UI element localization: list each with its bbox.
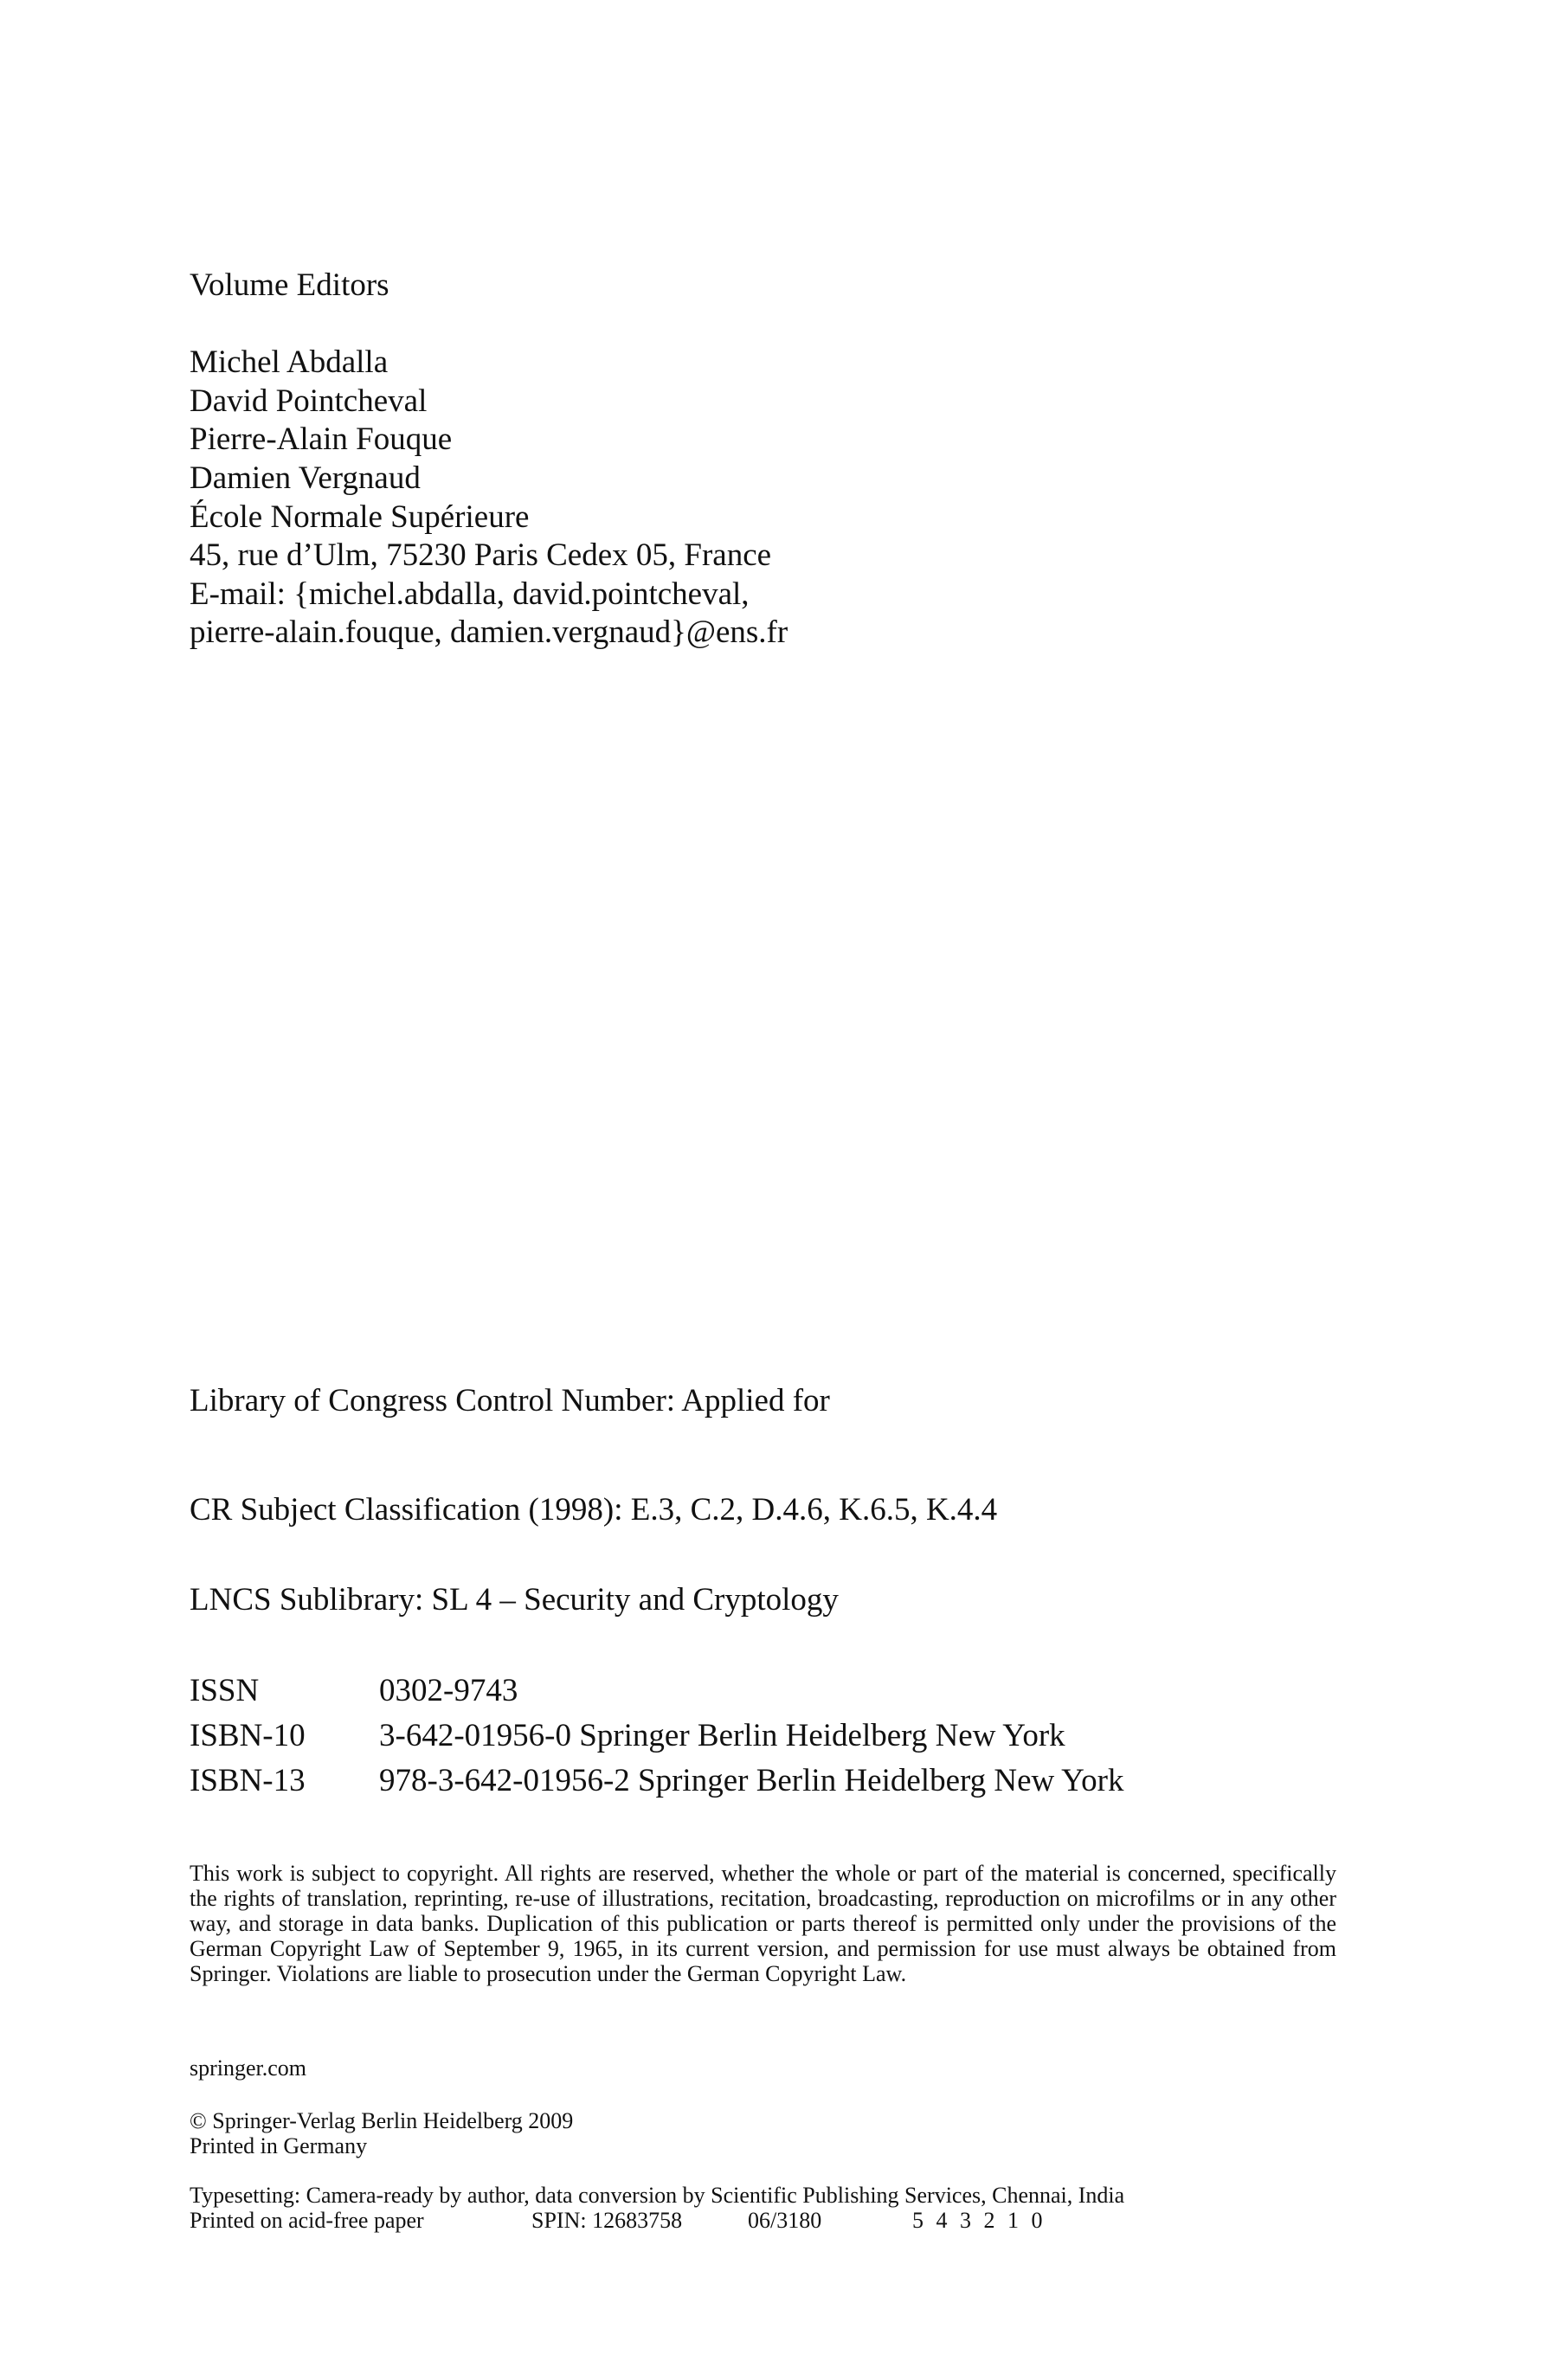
paper-info: Printed on acid-free paper (190, 2208, 424, 2233)
lncs-sublibrary (190, 1581, 1341, 1619)
editor-name: Pierre-Alain Fouque (190, 421, 453, 458)
editor-institution: École Normale Supérieure (190, 499, 530, 535)
identifier-value: 3-642-01956-0 Springer Berlin Heidelberg New York (379, 1718, 1065, 1753)
print-info-row (190, 2208, 1341, 2233)
editor-address: 45, rue d’Ulm, 75230 Paris Cedex 05, France (190, 537, 772, 574)
copyright-holder (190, 2108, 1341, 2158)
library-of-congress-number (190, 1382, 1341, 1420)
typesetting-text: Typesetting: Camera-ready by author, data conversion by Scientific Publishing Services, Chennai, India (190, 2183, 1125, 2208)
identifier-label: ISSN (190, 1673, 260, 1708)
printed-in: Printed in Germany (190, 2133, 368, 2158)
lncs-text: LNCS Sublibrary: SL 4 – Security and Cryptology (190, 1582, 839, 1618)
loc-text: Library of Congress Control Number: Applied for (190, 1383, 830, 1418)
volume-editors-heading: Volume Editors (190, 267, 389, 303)
identifier-row-isbn-10 (190, 1714, 1341, 1759)
identifier-value: 978-3-642-01956-2 Springer Berlin Heidelberg New York (379, 1763, 1124, 1798)
identifier-label: ISBN-13 (190, 1763, 306, 1798)
editor-email-line: pierre-alain.fouque, damien.vergnaud}@ens.fr (190, 614, 788, 651)
editor-name: Damien Vergnaud (190, 460, 421, 496)
identifier-value: 0302-9743 (379, 1673, 518, 1708)
spacer (190, 306, 1341, 344)
identifier-table (190, 1669, 1341, 1804)
typesetting-info (190, 2183, 1341, 2233)
editor-name: David Pointcheval (190, 383, 428, 419)
copyright-line: © Springer-Verlag Berlin Heidelberg 2009 (190, 2108, 574, 2133)
identifier-row-isbn-13 (190, 1759, 1341, 1804)
cr-subject-classification (190, 1491, 1341, 1529)
editor-email-line: E-mail: {michel.abdalla, david.pointcheval, (190, 576, 750, 612)
volume-editors-section (190, 267, 1341, 653)
website-text: springer.com (190, 2055, 307, 2081)
identifier-label: ISBN-10 (190, 1718, 306, 1753)
website (190, 2055, 1341, 2081)
spin-number: SPIN: 12683758 (531, 2208, 683, 2233)
print-code: 06/3180 (748, 2208, 822, 2233)
print-run: 5 4 3 2 1 0 (912, 2208, 1046, 2233)
editor-name: Michel Abdalla (190, 344, 389, 381)
cr-text: CR Subject Classification (1998): E.3, C.2, D.4.6, K.6.5, K.4.4 (190, 1492, 998, 1528)
copyright-notice: This work is subject to copyright. All rights are reserved, whether the whole or part of the material is concerned, specifically the rights of translation, reprinting, re-use of illustrations, recitation, broadcasting, reproduction on microfilms or in any other way, and storage in data banks. Duplication of this publication or parts thereof is permitted only under the provisions of the German Copyright Law of September 9, 1965, in its current version, and permission for use must always be obtained from Springer. Violations are liable to prosecution under the German Copyright Law. (190, 1861, 1336, 1986)
identifier-row-issn (190, 1669, 1341, 1714)
